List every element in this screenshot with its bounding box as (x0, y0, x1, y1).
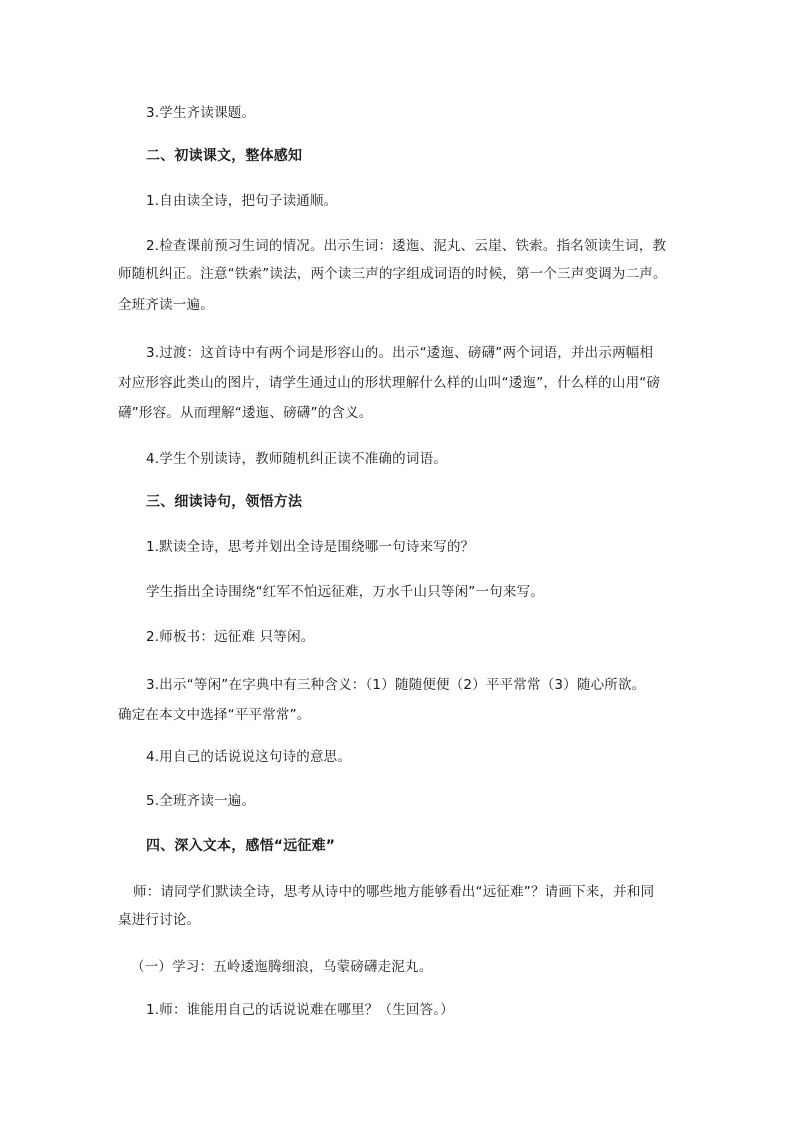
paragraph: 师：请同学们默读全诗，思考从诗中的哪些地方能够看出“远征难”？请画下来，并和同 (133, 884, 655, 900)
section-heading: 二、初读课文，整体感知 (146, 148, 303, 164)
paragraph: 1.默读全诗，思考并划出全诗是围绕哪一句诗来写的？ (146, 539, 475, 555)
paragraph: 1.师：谁能用自己的话说说难在哪里？（生回答。） (146, 1002, 454, 1018)
paragraph: 礴”形容。从而理解“逶迤、磅礴”的含义。 (118, 405, 373, 421)
paragraph: 全班齐读一遍。 (118, 297, 214, 313)
paragraph: 1.自由读全诗，把句子读通顺。 (146, 193, 338, 209)
paragraph: 2.师板书：远征难 只等闲。 (146, 629, 315, 645)
paragraph: 确定在本文中选择“平平常常”。 (118, 707, 311, 723)
section-heading: 三、细读诗句，领悟方法 (146, 494, 303, 510)
paragraph: 对应形容此类山的图片，请学生通过山的形状理解什么样的山叫“逶迤”，什么样的山用“磅 (118, 375, 661, 391)
paragraph: 学生指出全诗围绕“红军不怕远征难，万水千山只等闲”一句来写。 (146, 584, 544, 600)
paragraph: （一）学习：五岭逶迤腾细浪，乌蒙磅礴走泥丸。 (131, 959, 433, 975)
paragraph: 3.出示“等闲”在字典中有三种含义：（1）随随便便（2）平平常常（3）随心所欲。 (146, 677, 646, 693)
paragraph: 3.学生齐读课题。 (146, 105, 256, 121)
paragraph: 2.检查课前预习生词的情况。出示生词：逶迤、泥丸、云崖、铁索。指名领读生词，教 (146, 238, 667, 254)
paragraph: 5.全班齐读一遍。 (146, 793, 256, 809)
section-heading: 四、深入文本，感悟“远征难” (146, 838, 336, 854)
paragraph: 4.用自己的话说说这句诗的意思。 (146, 749, 352, 765)
paragraph: 4.学生个别读诗，教师随机纠正读不准确的词语。 (146, 451, 447, 467)
paragraph: 3.过渡：这首诗中有两个词是形容山的。出示“逶迤、磅礴”两个词语，并出示两幅相 (146, 345, 654, 361)
paragraph: 师随机纠正。注意“铁索”读法，两个读三声的字组成词语的时候，第一个三声变调为二声。 (118, 266, 667, 282)
paragraph: 桌进行讨论。 (118, 912, 201, 928)
